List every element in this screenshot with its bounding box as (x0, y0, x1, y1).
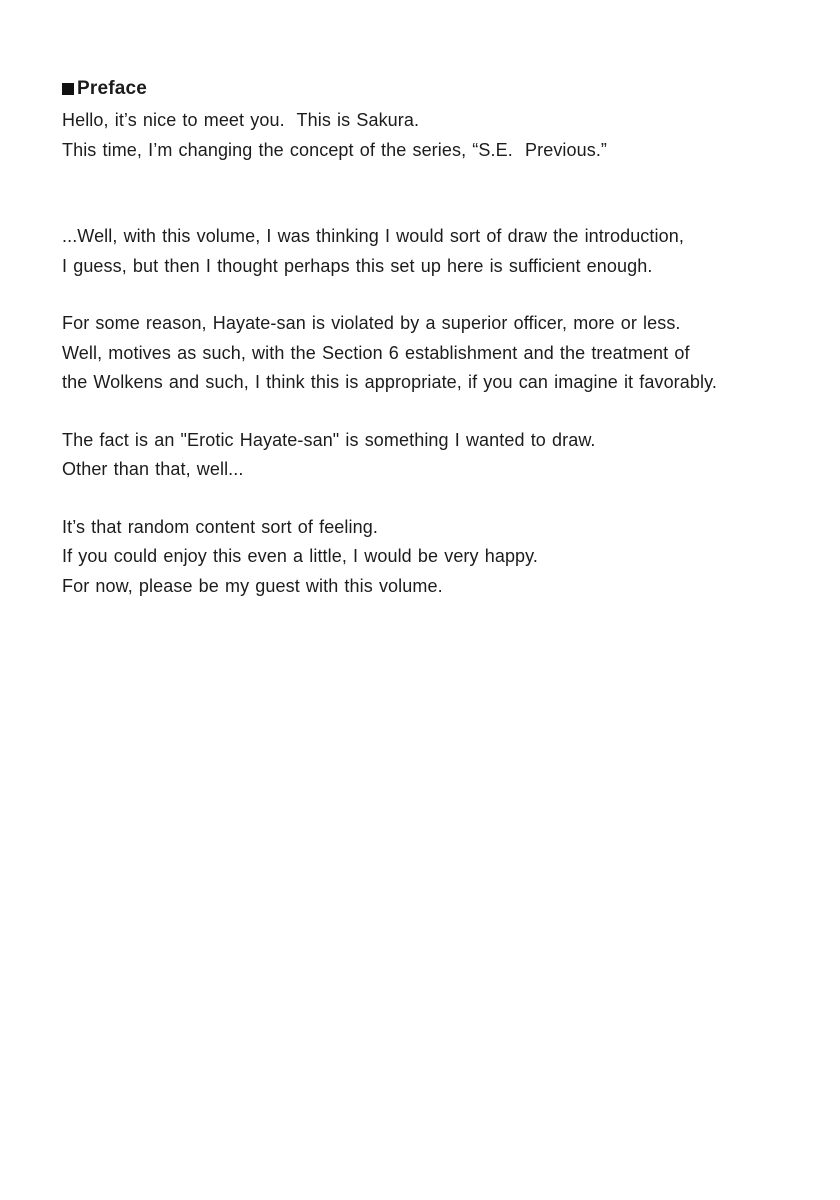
text-line: For some reason, Hayate-san is violated by a superior officer, more or less. (62, 313, 681, 333)
preface-body (62, 106, 800, 601)
paragraph (62, 513, 800, 602)
page-title-label: Preface (77, 78, 148, 99)
text-line: Hello, it’s nice to meet you. This is Sakura. (62, 110, 420, 130)
paragraph (62, 426, 800, 485)
text-line: I guess, but then I thought perhaps this set up here is sufficient enough. (62, 255, 653, 276)
text-line: This time, I’m changing the concept of the series, “S.E. Previous.” (62, 139, 608, 160)
paragraph (62, 309, 800, 398)
page-title (62, 78, 800, 100)
text-line: It’s that random content sort of feeling. (62, 516, 378, 537)
text-line: For now, please be my guest with this volume. (62, 575, 443, 596)
text-line: the Wolkens and such, I think this is appropriate, if you can imagine it favorably. (62, 372, 717, 392)
preface-content (62, 78, 800, 601)
text-line: The fact is an "Erotic Hayate-san" is something I wanted to draw. (62, 429, 596, 450)
text-line: Other than that, well... (62, 459, 244, 479)
paragraph (62, 222, 800, 281)
text-line: Well, motives as such, with the Section 6 establishment and the treatment of (62, 342, 690, 363)
text-line: ...Well, with this volume, I was thinking I would sort of draw the introduction, (62, 226, 684, 246)
square-bullet-icon (62, 83, 74, 95)
paragraph (62, 106, 800, 165)
text-line: If you could enjoy this even a little, I would be very happy. (62, 546, 539, 566)
